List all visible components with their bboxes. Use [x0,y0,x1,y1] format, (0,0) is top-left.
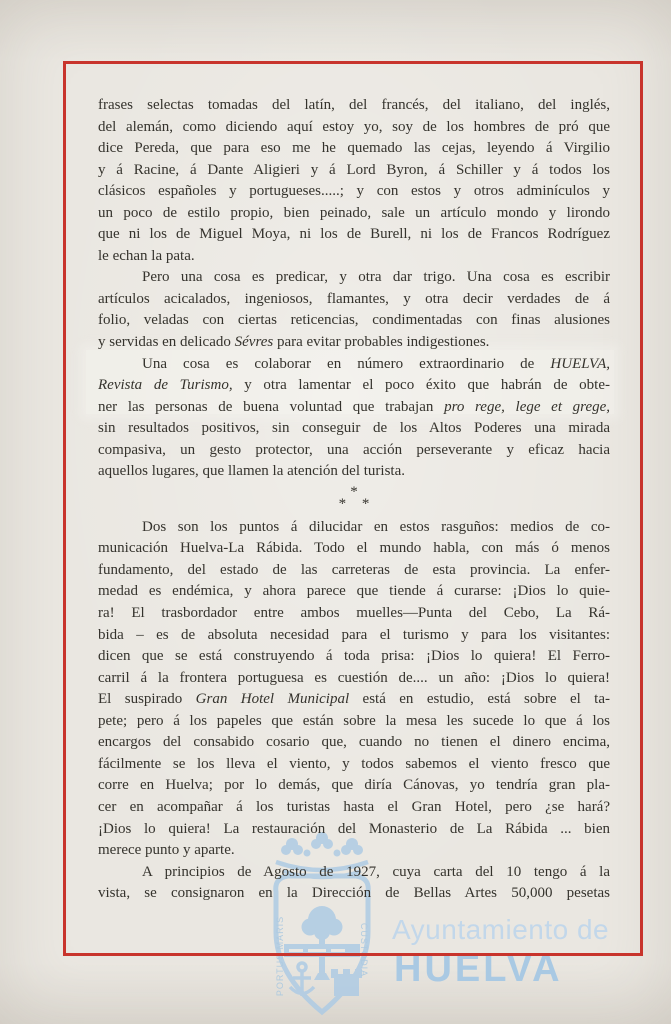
text-line: pete; pero á los papeles que están sobre la mesa les sucede lo que á los [98,712,610,729]
text-line: Dos son los puntos á dilucidar en estos rasguños: medios de co- [142,518,610,535]
text-line: cer en acompañar á los turistas hasta el Gran Hotel, pero ¿se hará? [98,798,610,815]
text-line: Revista de Turismo, y otra lamentar el poco éxito que habrán de obte- [98,377,610,394]
text-line: un poco de estilo propio, bien peinado, sale un artículo mondo y lirondo [98,204,610,221]
text-line: fundamento, del estado de las carreteras de esta provincia. La enfer- [98,561,610,578]
watermark-city-name: HUELVA [394,948,563,990]
text-line: ner las personas de buena voluntad que trabajan pro rege, lege et grege, [98,398,610,415]
text-line: merece punto y aparte. [98,842,235,859]
watermark-org-name: Ayuntamiento de [392,914,610,945]
page-text [98,95,610,905]
text-line: ra! El trasbordador entre ambos muelles—Punta del Cebo, La Rá- [98,605,610,622]
text-line: bida – es de absoluta necesidad para el turismo y para los visitantes: [98,626,610,643]
text-line: municación Huelva-La Rábida. Todo el mundo habla, con más ó menos [98,540,610,557]
text-line: folio, veladas con ciertas reticencias, condimentadas con finas alusiones [98,312,610,329]
text-line: dice Pereda, que para eso me he quemado las cejas, leyendo á Virgilio [98,140,610,157]
text-line: y á Racine, á Dante Aligieri y á Lord Byron, á Schiller y á todos los [98,161,610,178]
text-line: le echan la pata. [98,247,195,264]
text-line: ¡Dios lo quiera! La restauración del Monasterio de La Rábida ... bien [98,820,610,837]
asterism-separator: * * * [338,483,376,512]
text-line: corre en Huelva; por lo demás, que diría Cánovas, yo tendría gran pla- [98,777,610,794]
text-line: Pero una cosa es predicar, y otra dar trigo. Una cosa es escribir [142,269,610,286]
text-line: dicen que se está construyendo á toda prisa: ¡Dios lo quiera! El Ferro- [98,648,610,665]
text-line: compasiva, un gesto protector, una acción perseverante y eficaz hacia [98,441,610,458]
text-line: frases selectas tomadas del latín, del francés, del italiano, del inglés, [98,97,610,113]
text-line: carril á la frontera portuguesa es cuestión de.... un año: ¡Dios lo quiera! [98,669,610,686]
text-line: vista, se consignaron en la Dirección de Bellas Artes 50,000 pesetas [98,885,610,902]
text-line: que ni los de Miguel Moya, ni los de Burell, ni los de Francos Rodríguez [98,226,610,243]
text-line: El suspirado Gran Hotel Municipal está en estudio, está sobre el ta- [98,691,610,708]
shield-motto-right: CUSTODIA [359,922,369,978]
shield-motto-left: PORTUS MARIS [275,915,285,997]
text-line: sin resultados positivos, sin conseguir de los Altos Poderes una mirada [98,420,610,437]
text-line: del alemán, como diciendo aquí estoy yo, soy de los hombres de pró que [98,118,610,135]
text-line: medad es endémica, y ahora parece que tiende á curarse: ¡Dios lo quie- [98,583,610,600]
text-line: clásicos españoles y portugueses.....; y con estos y otros adminículos y [98,183,610,200]
text-line: fácilmente se los lleva el viento, y todos sabemos el viento fresco que [98,755,610,772]
text-line: y servidas en delicado Sévres para evitar probables indigestiones. [98,334,490,351]
text-line: aquellos lugares, que llamen la atención del turista. [98,463,405,480]
text-line: A principios de Agosto de 1927, cuya carta del 10 tengo á la [142,863,610,880]
text-line: encargos del consabido cosario que, cuando no tienen el dinero encima, [98,734,610,751]
text-line: Una cosa es colaborar en número extraordinario de HUELVA, [142,355,610,372]
text-line: artículos acicalados, ingeniosos, flamantes, y otra decir verdades de á [98,290,610,307]
